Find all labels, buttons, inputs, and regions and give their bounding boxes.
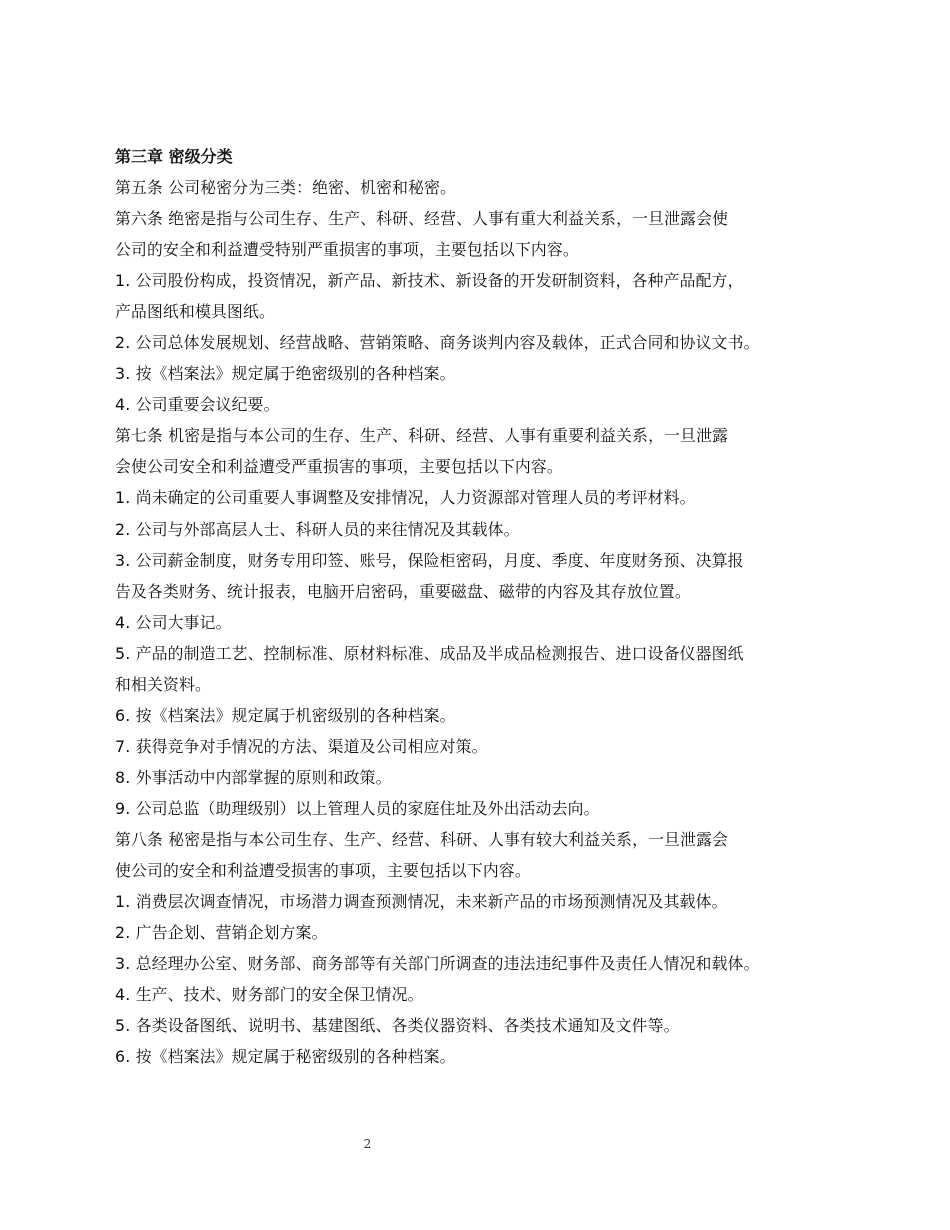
- confidential-item-7: 7. 获得竞争对手情况的方法、渠道及公司相应对策。: [115, 736, 488, 756]
- secret-item-2: 2. 广告企划、营销企划方案。: [115, 923, 328, 943]
- confidential-item-2: 2. 公司与外部高层人士、科研人员的来往情况及其载体。: [115, 519, 520, 539]
- confidential-item-9: 9. 公司总监（助理级别）以上管理人员的家庭住址及外出活动去向。: [115, 798, 600, 818]
- secret-item-1: 1. 消费层次调查情况，市场潜力调查预测情况，未来新产品的市场预测情况及其载体。: [115, 892, 728, 912]
- confidential-item-5-line-1: 5. 产品的制造工艺、控制标准、原材料标准、成品及半成品检测报告、进口设备仪器图纸: [115, 643, 744, 663]
- confidential-item-3-line-2: 告及各类财务、统计报表，电脑开启密码，重要磁盘、磁带的内容及其存放位置。: [115, 581, 691, 601]
- secret-item-4: 4. 生产、技术、财务部门的安全保卫情况。: [115, 985, 424, 1005]
- top-secret-item-1-line-2: 产品图纸和模具图纸。: [115, 302, 275, 322]
- article-8-line-2: 使公司的安全和利益遭受损害的事项，主要包括以下内容。: [115, 861, 531, 881]
- secret-item-5: 5. 各类设备图纸、说明书、基建图纸、各类仪器资料、各类技术通知及文件等。: [115, 1016, 680, 1036]
- article-5: 第五条 公司秘密分为三类：绝密、机密和秘密。: [115, 178, 457, 197]
- confidential-item-1: 1. 尚未确定的公司重要人事调整及安排情况，人力资源部对管理人员的考评材料。: [115, 488, 696, 508]
- confidential-item-3-line-1: 3. 公司薪金制度，财务专用印签、账号，保险柜密码，月度、季度、年度财务预、决算报: [115, 550, 744, 570]
- confidential-item-6: 6. 按《档案法》规定属于机密级别的各种档案。: [115, 705, 456, 725]
- article-7-line-2: 会使公司安全和利益遭受严重损害的事项，主要包括以下内容。: [115, 457, 563, 477]
- top-secret-item-2: 2. 公司总体发展规划、经营战略、营销策略、商务谈判内容及载体，正式合同和协议文书。: [115, 333, 760, 353]
- confidential-item-4: 4. 公司大事记。: [115, 612, 232, 632]
- top-secret-item-3: 3. 按《档案法》规定属于绝密级别的各种档案。: [115, 364, 456, 384]
- secret-item-6: 6. 按《档案法》规定属于秘密级别的各种档案。: [115, 1047, 456, 1067]
- secret-item-3: 3. 总经理办公室、财务部、商务部等有关部门所调查的违法违纪事件及责任人情况和载体。: [115, 954, 760, 974]
- page-number: 2: [363, 1137, 372, 1151]
- top-secret-item-1-line-1: 1. 公司股份构成，投资情况，新产品、新技术、新设备的开发研制资料，各种产品配方，: [115, 271, 744, 291]
- document-body: [115, 141, 860, 1072]
- confidential-item-5-line-2: 和相关资料。: [115, 674, 211, 694]
- article-7-line-1: 第七条 机密是指与本公司的生存、生产、科研、经营、人事有重要利益关系，一旦泄露: [115, 426, 729, 446]
- article-8-line-1: 第八条 秘密是指与本公司生存、生产、经营、科研、人事有较大利益关系，一旦泄露会: [115, 829, 729, 849]
- article-6-line-1: 第六条 绝密是指与公司生存、生产、科研、经营、人事有重大利益关系，一旦泄露会使: [115, 209, 729, 229]
- confidential-item-8: 8. 外事活动中内部掌握的原则和政策。: [115, 767, 392, 787]
- article-6-line-2: 公司的安全和利益遭受特别严重损害的事项，主要包括以下内容。: [115, 240, 579, 260]
- top-secret-item-4: 4. 公司重要会议纪要。: [115, 395, 280, 415]
- chapter-title: 第三章 密级分类: [115, 147, 233, 166]
